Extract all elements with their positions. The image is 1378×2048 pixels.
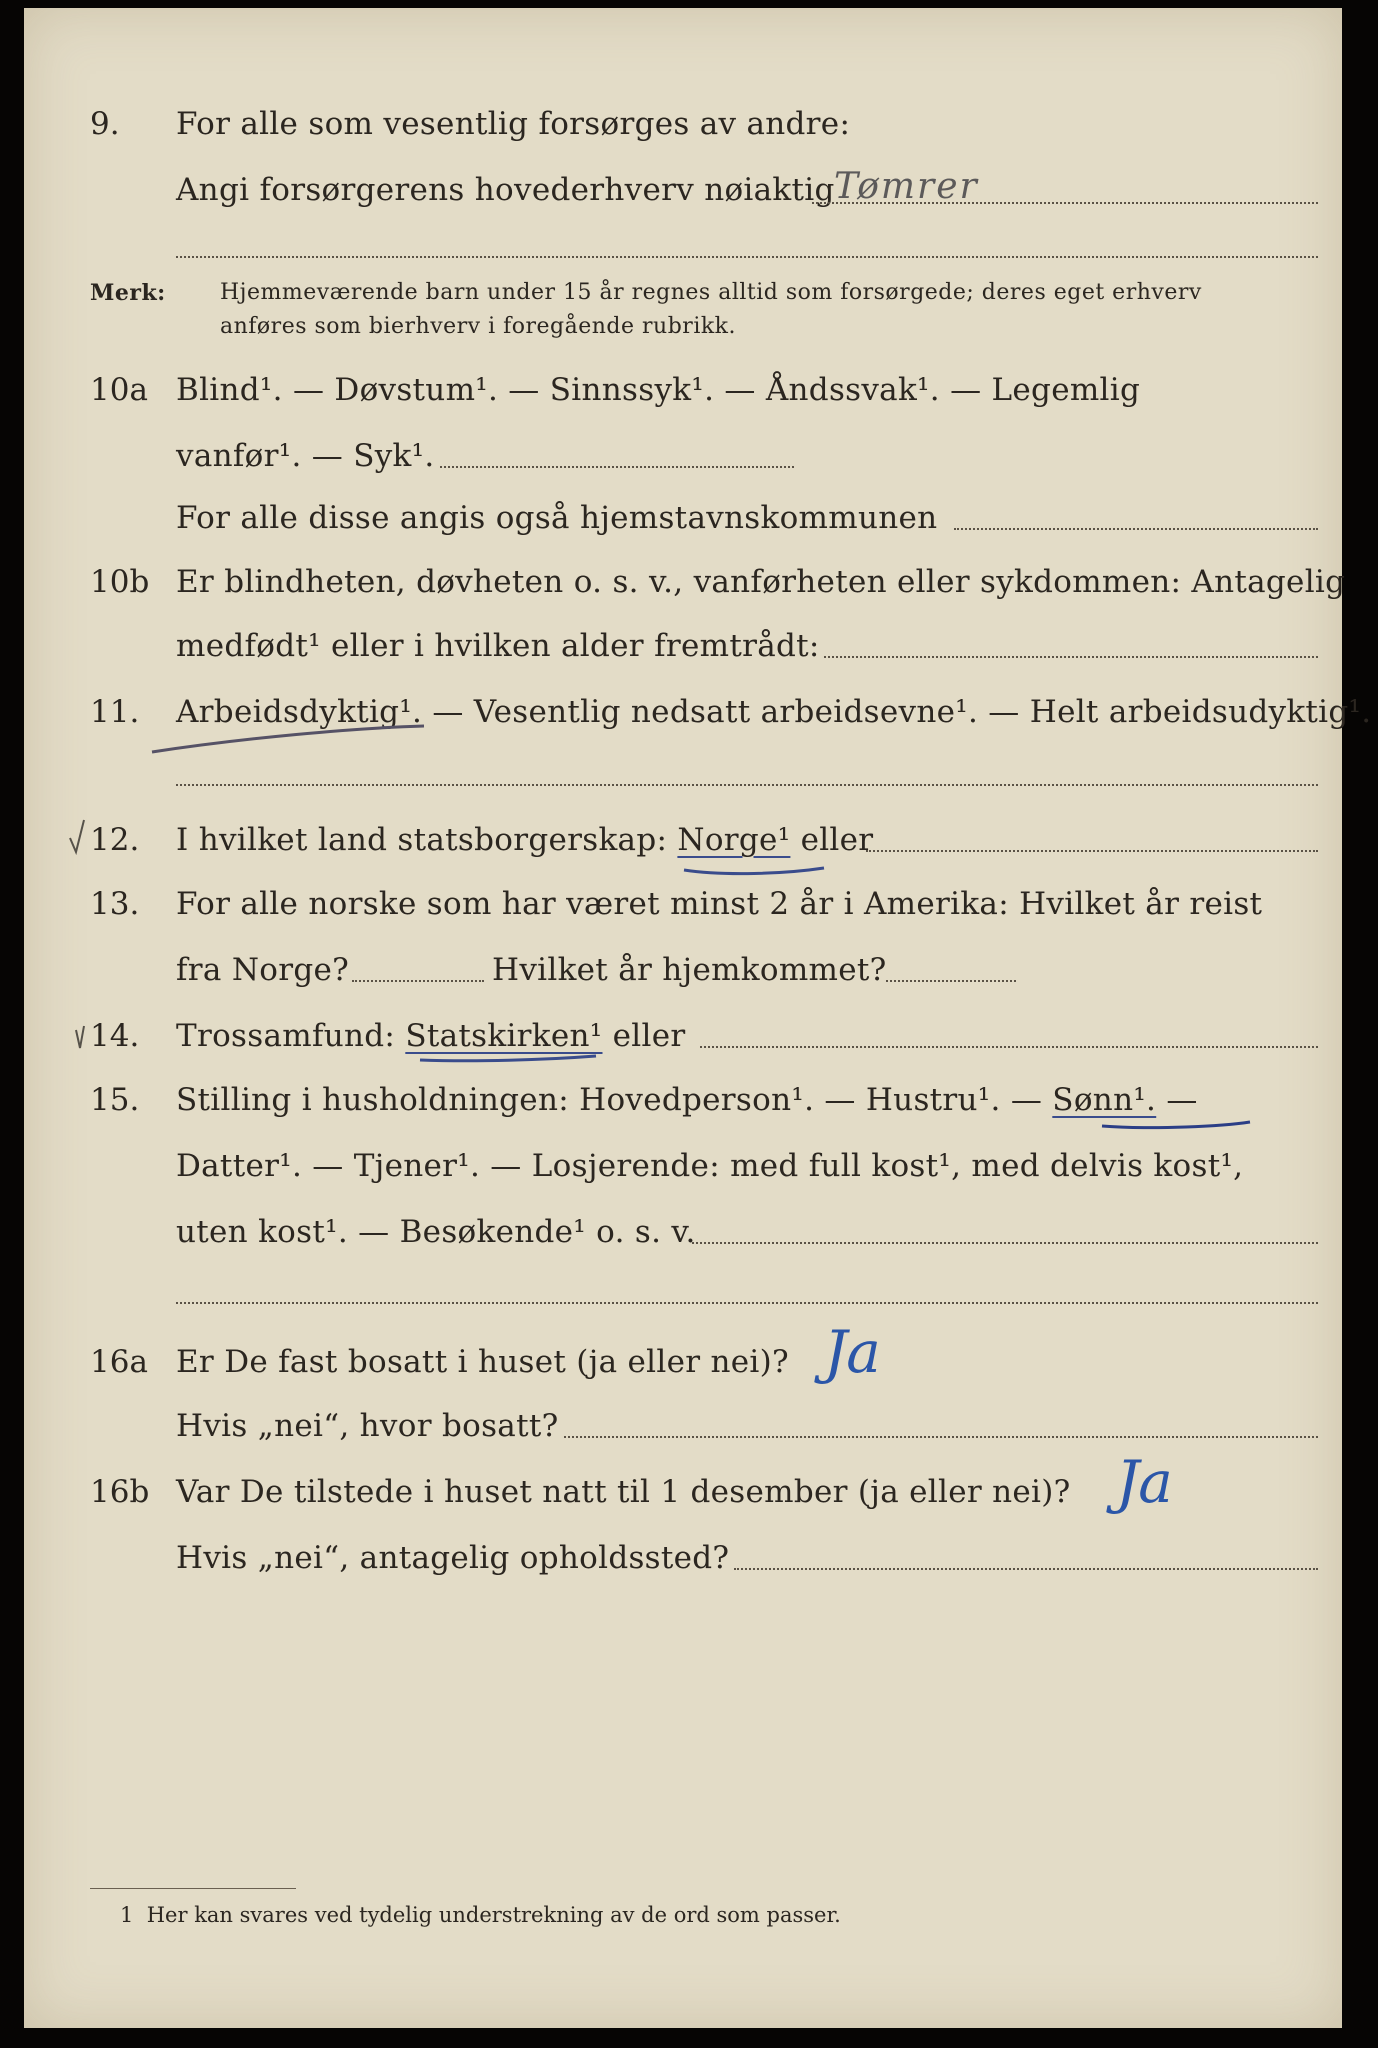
- q12-underlined-choice: Norge¹: [677, 822, 791, 858]
- q12-rest: eller: [790, 822, 874, 858]
- q9-handwritten-answer: Tømrer: [834, 166, 979, 207]
- q16a-line1: Er De fast bosatt i huset (ja eller nei)?: [176, 1344, 789, 1380]
- q15-line1b: —: [1156, 1082, 1198, 1118]
- q11-underlined-choice: Arbeidsdyktig¹.: [176, 694, 423, 730]
- q16a-line2: Hvis „nei“, hvor bosatt?: [176, 1408, 559, 1444]
- q12-ink-underline: [684, 868, 824, 874]
- q16b-line1: Var De tilstede i huset natt til 1 desember (ja eller nei)?: [176, 1474, 1071, 1510]
- merk-label: Merk:: [90, 280, 166, 306]
- q16b-handwritten-answer: Ja: [1116, 1448, 1172, 1516]
- q11-number: 11.: [90, 694, 140, 730]
- q13-line1: For alle norske som har været minst 2 år i Amerika: Hvilket år reist: [176, 886, 1263, 922]
- q16b-number: 16b: [90, 1474, 150, 1510]
- q16a-number: 16a: [90, 1344, 148, 1380]
- q14-ink-underline: [420, 1056, 596, 1061]
- q14-number: 14.: [90, 1018, 140, 1054]
- merk-line1: Hjemmeværende barn under 15 år regnes alltid som forsørgede; deres eget erhverv: [220, 280, 1202, 305]
- q15-line2: Datter¹. — Tjener¹. — Losjerende: med full kost¹, med delvis kost¹,: [176, 1148, 1244, 1184]
- q12-text: I hvilket land statsborgerskap:: [176, 822, 668, 858]
- q15-underlined-choice: Sønn¹.: [1052, 1082, 1157, 1118]
- q10a-line1: Blind¹. — Døvstum¹. — Sinnssyk¹. — Åndssvak¹. — Legemlig: [176, 372, 1141, 408]
- q10a-line2: vanfør¹. — Syk¹.: [176, 438, 435, 474]
- q13-line2a: fra Norge?: [176, 952, 350, 988]
- q13-line2b: Hvilket år hjemkommet?: [492, 952, 887, 988]
- q14-rest: eller: [602, 1018, 686, 1054]
- census-form-page: [24, 8, 1372, 2028]
- merk-line2: anføres som bierhverv i foregående rubrikk.: [220, 314, 737, 339]
- q10b-line1: Er blindheten, døvheten o. s. v., vanførheten eller sykdommen: Antagelig: [176, 564, 1346, 600]
- q15-ink-underline: [1102, 1122, 1250, 1128]
- footnote-mark: 1: [120, 1903, 134, 1927]
- handwritten-marks: [24, 8, 1342, 2028]
- q9-line1: For alle som vesentlig forsørges av andre:: [176, 106, 851, 142]
- q14-underlined-choice: Statskirken¹: [405, 1018, 603, 1054]
- q9-number: 9.: [90, 106, 120, 142]
- q12-number: 12.: [90, 822, 140, 858]
- q12-check-mark: [70, 820, 84, 852]
- q13-number: 13.: [90, 886, 140, 922]
- q15-number: 15.: [90, 1082, 140, 1118]
- q11-rest: — Vesentlig nedsatt arbeidsevne¹. — Helt arbeidsudyktig¹.: [422, 694, 1372, 730]
- q16a-handwritten-answer: Ja: [824, 1318, 880, 1386]
- q10b-line2: medfødt¹ eller i hvilken alder fremtrådt:: [176, 628, 820, 664]
- q11-pencil-underline: [152, 726, 424, 752]
- q10a-line3: For alle disse angis også hjemstavnskommunen: [176, 500, 938, 536]
- footnote-text: Her kan svares ved tydelig understrekning av de ord som passer.: [146, 1903, 841, 1927]
- q16b-line2: Hvis „nei“, antagelig opholdssted?: [176, 1540, 730, 1576]
- q9-line2: Angi forsørgerens hovederhverv nøiaktig: [176, 172, 835, 208]
- q14-check-mark: [76, 1026, 84, 1048]
- q10a-number: 10a: [90, 372, 148, 408]
- q10b-number: 10b: [90, 564, 150, 600]
- q15-line3: uten kost¹. — Besøkende¹ o. s. v.: [176, 1214, 696, 1250]
- q15-line1a: Stilling i husholdningen: Hovedperson¹. — Hustru¹. —: [176, 1082, 1043, 1118]
- q14-text: Trossamfund:: [176, 1018, 396, 1054]
